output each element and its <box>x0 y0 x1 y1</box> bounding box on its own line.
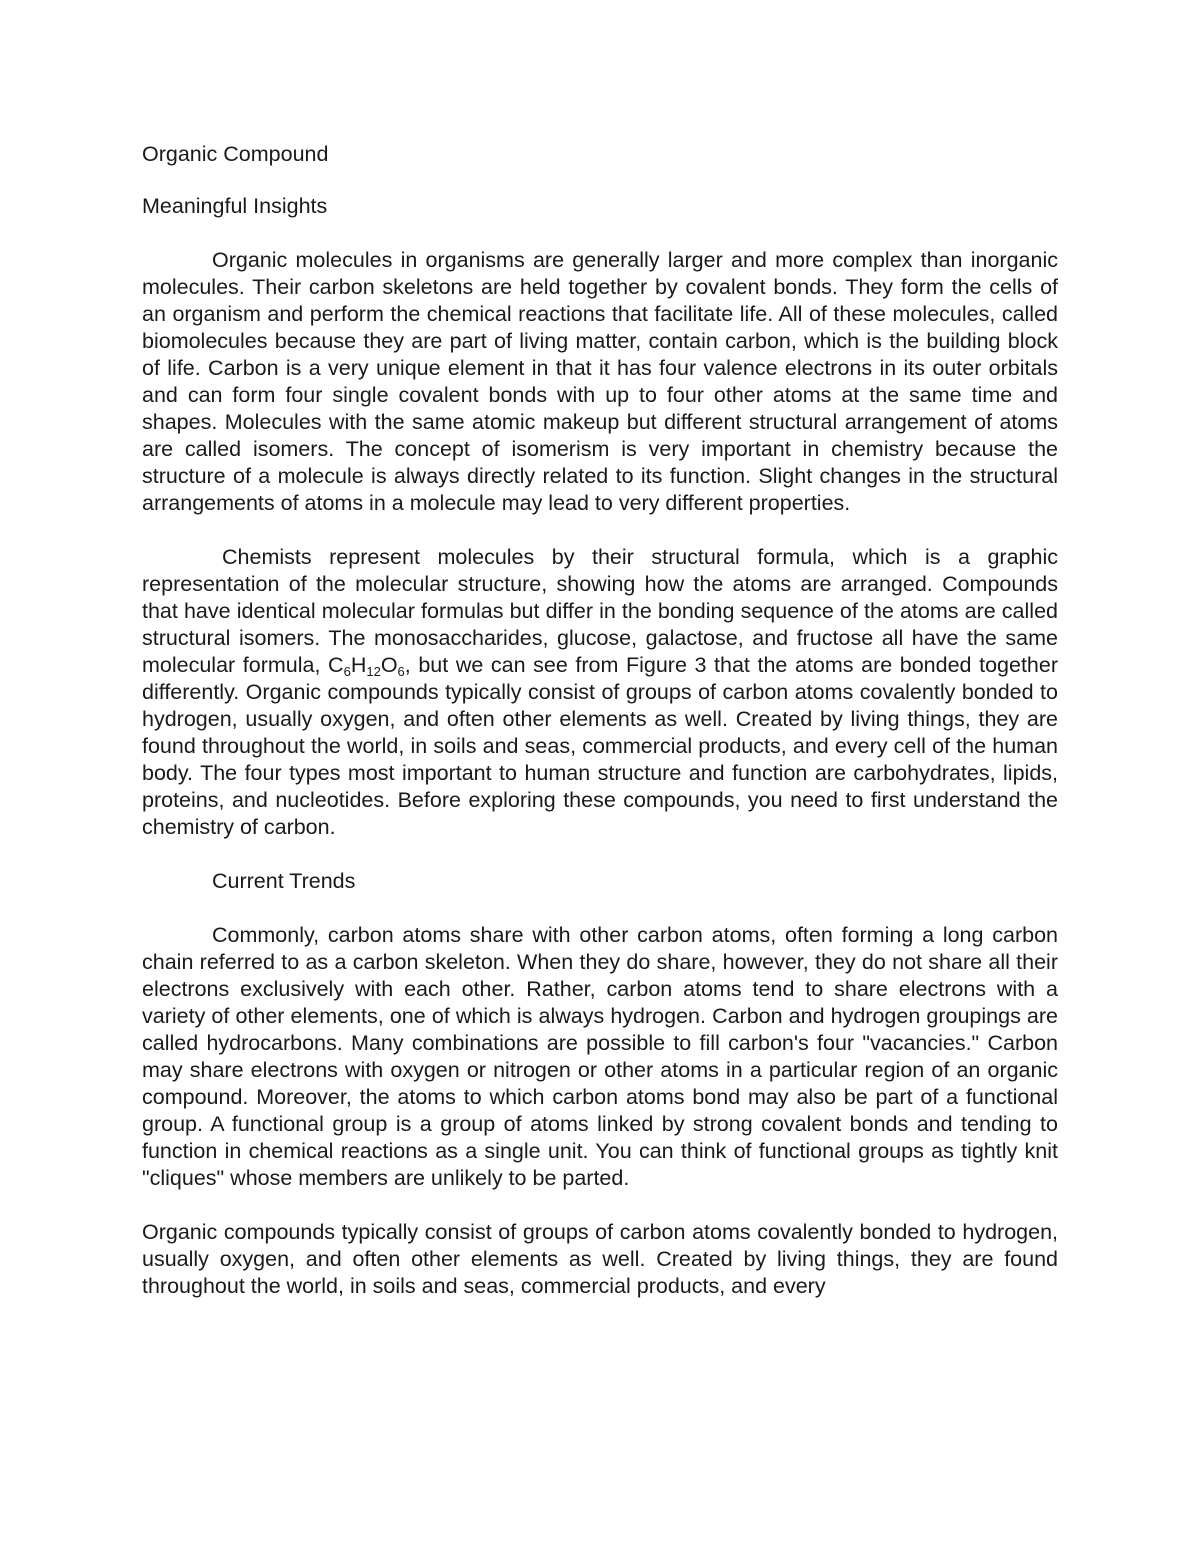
molecular-formula: $C_6H_{12}O_6$ <box>328 653 405 679</box>
document-title: Organic Compound <box>142 142 329 166</box>
paragraph-2-text-b: , but we can see from Figure 3 that the atoms are bonded together differently. Organic compounds typically consist of groups of carbon atoms covalently bonded to hydrogen, usually oxygen, and often other elements as well. Created by living things, they are found throughout the world, in soils and seas, commercial products, and every cell of the human body. The four types most important to human structure and function are carbohydrates, lipids, proteins, and nucleotides. Before exploring these compounds, you need to first understand the chemistry of carbon. <box>142 653 1058 839</box>
paragraph-2 <box>142 544 1058 841</box>
paragraph-1: Organic molecules in organisms are generally larger and more complex than inorganic molecules. Their carbon skeletons are held together by covalent bonds. They form the cells of an organism and perform the chemical reactions that facilitate life. All of these molecules, called biomolecules because they are part of living matter, contain carbon, which is the building block of life. Carbon is a very unique element in that it has four valence electrons in its outer orbitals and can form four single covalent bonds with up to four other atoms at the same time and shapes. Molecules with the same atomic makeup but different structural arrangement of atoms are called isomers. The concept of isomerism is very important in chemistry because the structure of a molecule is always directly related to its function. Slight changes in the structural arrangements of atoms in a molecule may lead to very different properties. <box>142 248 1058 515</box>
paragraph-4: Organic compounds typically consist of groups of carbon atoms covalently bonded to hydrogen, usually oxygen, and often other elements as well. Created by living things, they are found throughout the world, in soils and seas, commercial products, and every <box>142 1220 1058 1298</box>
paragraph-3: Commonly, carbon atoms share with other carbon atoms, often forming a long carbon chain referred to as a carbon skeleton. When they do share, however, they do not share all their electrons exclusively with each other. Rather, carbon atoms tend to share electrons with a variety of other elements, one of which is always hydrogen. Carbon and hydrogen groupings are called hydrocarbons. Many combinations are possible to fill carbon's four "vacancies." Carbon may share electrons with oxygen or nitrogen or other atoms in a particular region of an organic compound. Moreover, the atoms to which carbon atoms bond may also be part of a functional group. A functional group is a group of atoms linked by strong covalent bonds and tending to function in chemical reactions as a single unit. You can think of functional groups as tightly knit "cliques" whose members are unlikely to be parted. <box>142 923 1058 1190</box>
section-heading: Current Trends <box>212 869 356 893</box>
document-page <box>142 141 1058 1327</box>
paragraph-2-text-a: Chemists represent molecules by their structural formula, which is a graphic representation of the molecular structure, showing how the atoms are arranged. Compounds that have identical molecular formulas but differ in the bonding sequence of the atoms are called structural isomers. The monosaccharides, glucose, galactose, and fructose all have the same molecular formula, <box>142 545 1058 677</box>
document-subtitle: Meaningful Insights <box>142 194 328 218</box>
